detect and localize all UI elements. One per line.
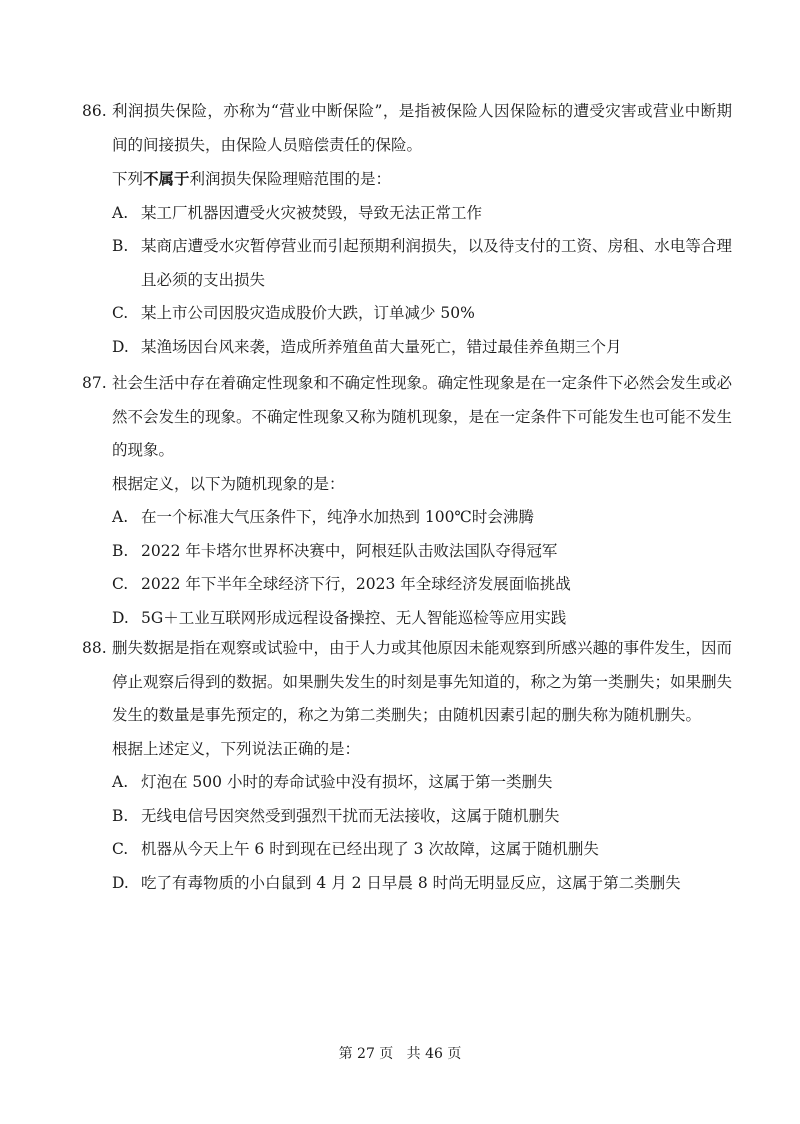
option-d bbox=[82, 602, 732, 636]
option-text: 在一个标准大气压条件下，纯净水加热到 100℃时会沸腾 bbox=[141, 508, 534, 526]
option-a bbox=[82, 501, 732, 535]
option-d bbox=[82, 867, 732, 901]
option-letter: A. bbox=[112, 508, 129, 526]
prompt-suffix: 利润损失保险理赔范围的是： bbox=[189, 170, 392, 188]
question-88 bbox=[82, 632, 732, 900]
question-stem bbox=[82, 367, 732, 468]
option-c bbox=[82, 297, 732, 331]
option-text: 灯泡在 500 小时的寿命试验中没有损坏，这属于第一类删失 bbox=[141, 773, 553, 791]
option-letter: B. bbox=[112, 806, 129, 825]
question-number: 88. bbox=[82, 639, 107, 657]
question-stem-text: 删失数据是指在观察或试验中，由于人力或其他原因未能观察到所感兴趣的事件发生，因而停止观察后得到的数据。如果删失发生的时刻是事先知道的，称之为第一类删失；如果删失发生的数量是事先预定的，称之为第二类删失；由随机因素引起的删失称为随机删失。 bbox=[112, 639, 733, 724]
option-text: 机器从今天上午 6 时到现在已经出现了 3 次故障，这属于随机删失 bbox=[141, 840, 599, 858]
option-letter: D. bbox=[112, 873, 129, 892]
option-text: 无线电信号因突然受到强烈干扰而无法接收，这属于随机删失 bbox=[141, 806, 560, 825]
option-letter: C. bbox=[112, 575, 129, 593]
option-text: 某商店遭受水灾暂停营业而引起预期利润损失，以及待支付的工资、房租、水电等合理且必须的支出损失 bbox=[141, 237, 732, 289]
question-stem bbox=[82, 95, 732, 162]
option-b bbox=[82, 535, 732, 569]
prompt-emphasis: 不属于 bbox=[143, 169, 190, 188]
option-c bbox=[82, 568, 732, 602]
option-letter: B. bbox=[112, 541, 129, 560]
option-letter: C. bbox=[112, 304, 129, 322]
option-letter: B. bbox=[112, 237, 129, 255]
question-87 bbox=[82, 367, 732, 635]
question-number: 86. bbox=[82, 102, 107, 120]
question-number: 87. bbox=[82, 374, 107, 392]
option-b bbox=[82, 230, 732, 297]
page-number: 第 27 页 bbox=[338, 1046, 394, 1062]
question-prompt: 根据上述定义，下列说法正确的是： bbox=[112, 739, 361, 758]
question-prompt: 根据定义，以下为随机现象的是： bbox=[112, 474, 345, 493]
option-b bbox=[82, 800, 732, 834]
option-c bbox=[82, 833, 732, 867]
option-letter: C. bbox=[112, 840, 129, 858]
option-text: 2022 年下半年全球经济下行，2023 年全球经济发展面临挑战 bbox=[141, 575, 571, 593]
question-stem-text: 社会生活中存在着确定性现象和不确定性现象。确定性现象是在一定条件下必然会发生或必然不会发生的现象。不确定性现象又称为随机现象，是在一定条件下可能发生也可能不发生的现象。 bbox=[112, 374, 733, 459]
question-prompt bbox=[82, 162, 732, 197]
option-text: 吃了有毒物质的小白鼠到 4 月 2 日早晨 8 时尚无明显反应，这属于第二类删失 bbox=[141, 873, 681, 892]
option-text: 某上市公司因股灾造成股价大跌，订单减少 50% bbox=[141, 304, 475, 322]
option-letter: D. bbox=[112, 337, 129, 356]
option-text: 2022 年卡塔尔世界杯决赛中，阿根廷队击败法国队夺得冠军 bbox=[141, 541, 558, 560]
option-text: 某工厂机器因遭受火灾被焚毁，导致无法正常工作 bbox=[141, 203, 483, 222]
page-footer bbox=[0, 1044, 800, 1064]
option-a bbox=[82, 766, 732, 800]
option-d bbox=[82, 331, 732, 365]
option-a bbox=[82, 197, 732, 231]
option-text: 5G＋工业互联网形成远程设备操控、无人智能巡检等应用实践 bbox=[141, 608, 567, 627]
prompt-prefix: 下列 bbox=[112, 170, 144, 188]
question-stem bbox=[82, 632, 732, 733]
total-pages: 共 46 页 bbox=[406, 1046, 462, 1062]
option-letter: A. bbox=[112, 203, 129, 222]
option-letter: A. bbox=[112, 773, 129, 791]
question-86 bbox=[82, 95, 732, 364]
option-letter: D. bbox=[112, 608, 129, 627]
question-stem-text: 利润损失保险，亦称为“营业中断保险”，是指被保险人因保险标的遭受灾害或营业中断期间的间接损失，由保险人员赔偿责任的保险。 bbox=[112, 102, 732, 154]
option-text: 某渔场因台风来袭，造成所养殖鱼苗大量死亡，错过最佳养鱼期三个月 bbox=[141, 337, 622, 356]
